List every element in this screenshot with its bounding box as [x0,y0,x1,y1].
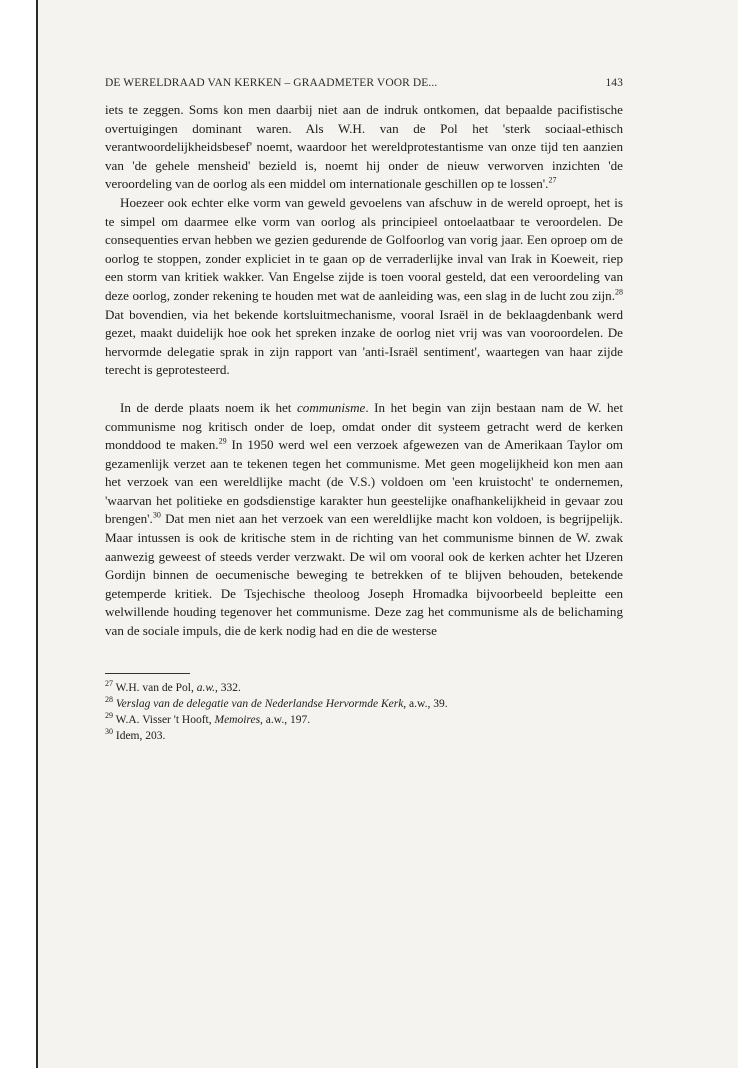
footnote-separator [105,673,190,674]
footnote-ref-27: 27 [548,176,557,186]
emphasis-communisme: communisme [296,399,366,415]
body-text [105,101,623,641]
paragraph-3: In de derde plaats noem ik het communisme. In het begin van zijn bestaan nam de W. het communisme nog kritisch onder de loep, omdat onder dit systeem getracht werd de kerken monddood te maken.$^{29}$ In 1950 werd wel een verzoek afgewezen van de Amerikaan Taylor om gezamenlijk verzet aan te tekenen tegen het communisme. Met geen mogelijkheid kon men aan het verzoek van een wereldlijke macht (de V.S.) voldoen om 'een kruistocht' te ondernemen, 'waarvan het politieke en godsdienstige karakter hun geestelijke onafhankelijkheid in gevaar zou brengen'.$^{30}$ Dat men niet aan het verzoek van een wereldlijke macht kon voldoen, is begrijpelijk. Maar intussen is ook de kritische stem in de richting van het communisme binnen de W. zwak aanwezig geweest of steeds verder verzwakt. De wil om vooral ook de kerken achter het IJzeren Gordijn binnen de oecumenische beweging te betrekken of te blijven behouden, betekende getemperde kritiek. De Tsjechische theoloog Joseph Hromadka bijvoorbeeld bepleitte een welwillende houding tegenover het communisme. Deze zag het communisme als de belichaming van de sociale impuls, die de kerk nodig had en die de westerse [105,399,623,639]
footnote: $^{27}$ W.H. van de Pol, a.w., 332. [105,678,241,694]
footnote-ref-28: 28 [615,287,623,297]
footnotes [105,680,623,744]
scan-binding-edge [36,0,38,1068]
page-number: 143 [605,77,623,89]
footnote: $^{28}$ Verslag van de delegatie van de Nederlandse Hervormde Kerk, a.w., 39. [105,694,448,710]
running-title: DE WERELDRAAD VAN KERKEN – GRAADMETER VOOR DE... [105,77,438,89]
scan-margin [0,0,38,1068]
footnote-ref-29: 29 [218,436,227,446]
footnote: $^{29}$ W.A. Visser 't Hooft, Memoires, a.w., 197. [105,710,311,726]
running-head [105,65,623,89]
paragraph-2: Hoezeer ook echter elke vorm van geweld gevoelens van afschuw in de wereld oproept, het is te simpel om daarmee elke vorm van oorlog als principieel ontoelaatbaar te veroordelen. De consequenties ervan hebben we gezien gedurende de Golfoorlog van vorig jaar. Een oproep om de oorlog te stoppen, zonder expliciet in te gaan op de verraderlijke inval van Irak in Koeweit, riep een storm van kritiek wakker. Van Engelse zijde is toen vooral gesteld, dat een veroordeling van deze oorlog, zonder rekening te houden met wat de aanleiding was, een slag in de lucht zou zijn.$^{28}$ Dat bovendien, via het bekende kortsluitmechanisme, vooral Israël in de beklaagdenbank werd gezet, maakt duidelijk hoe ook het spreken inzake de oorlog niet vrij was van vooroordelen. De hervormde delegatie sprak in zijn rapport van 'anti-Israël sentiment', waartegen van haar zijde terecht is geprotesteerd. [105,194,623,378]
book-page [105,65,623,744]
paragraph-1: iets te zeggen. Soms kon men daarbij niet aan de indruk ontkomen, dat bepaalde pacifistische overtuigingen dominant waren. Als W.H. van de Pol het 'sterk sociaal-ethisch verantwoordelijkheidsbesef' noemt, waardoor het wereldprotestantisme van onze tijd ten aanzien van 'de gehele mensheid' bezield is, noemt hij onder de nieuw verworven inzichten 'de veroordeling van de oorlog als een middel om internationale geschillen op te lossen'.$^{27}$ [105,102,623,192]
footnote-ref-30: 30 [152,511,161,521]
footnote: $^{30}$ Idem, 203. [105,726,166,742]
